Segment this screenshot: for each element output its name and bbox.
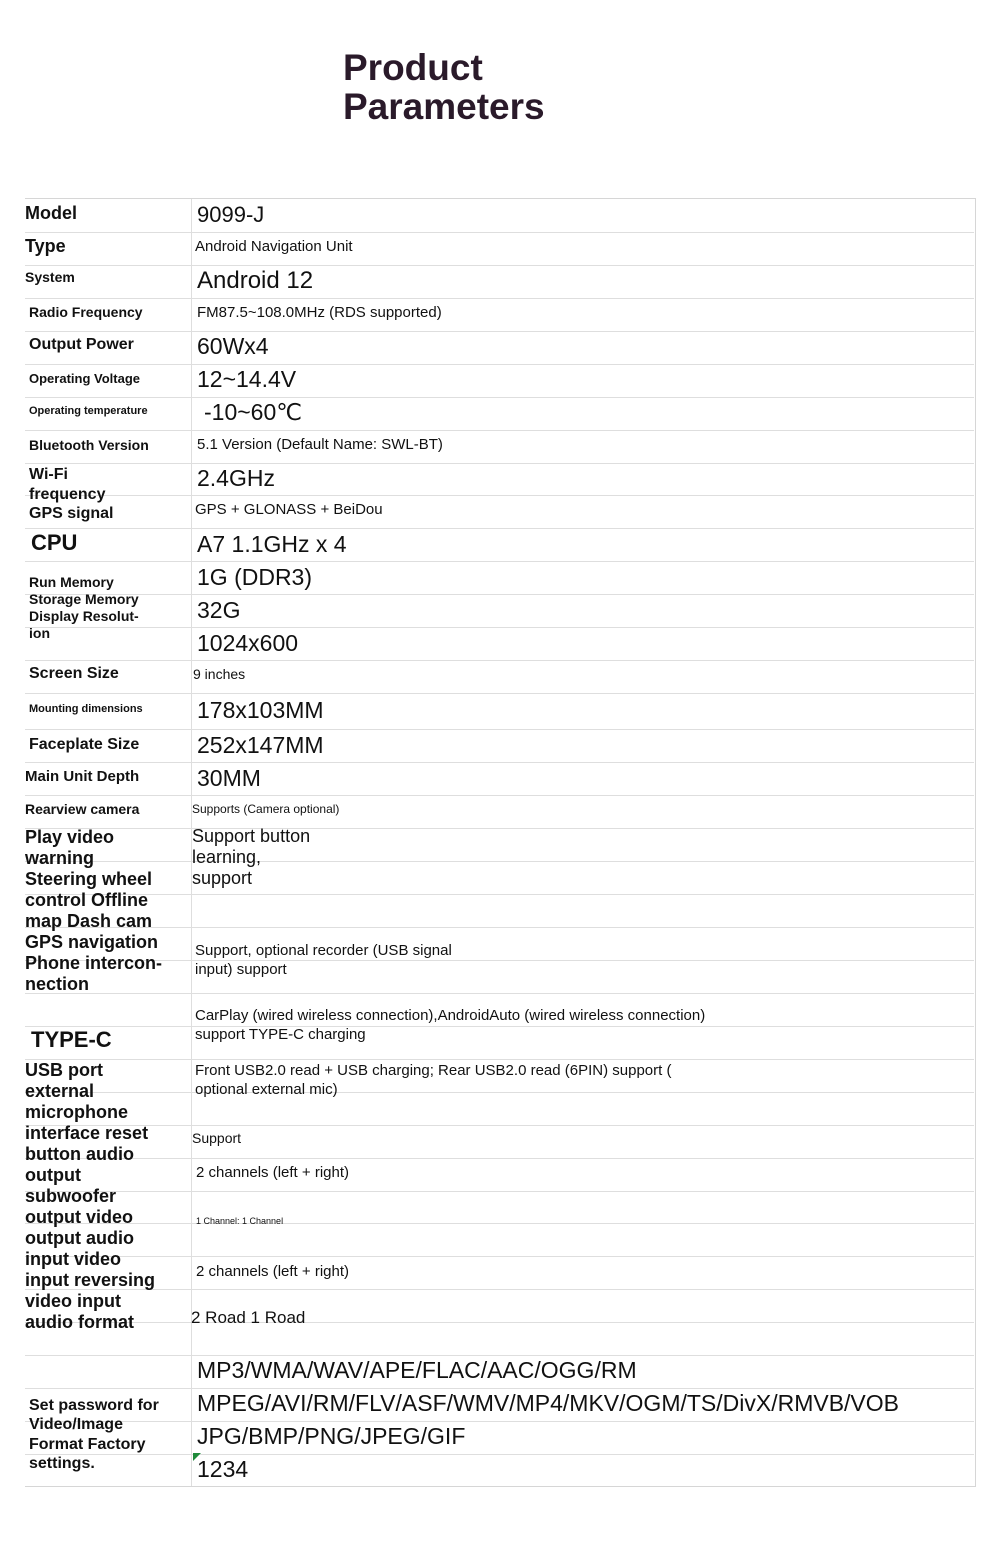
value-audio-format: MP3/WMA/WAV/APE/FLAC/AAC/OGG/RM — [197, 1357, 637, 1383]
row-divider — [25, 495, 974, 496]
label-cpu: CPU — [31, 530, 78, 555]
label-rearview-camera: Rearview camera — [25, 801, 140, 817]
value-rearview-camera: Supports (Camera optional) — [192, 802, 340, 816]
value-video-format: MPEG/AVI/RM/FLV/ASF/WMV/MP4/MKV/OGM/TS/DivX/RMVB/VOB — [197, 1390, 900, 1416]
value-display-resolution: 1024x600 — [197, 630, 299, 656]
row-divider — [25, 265, 974, 266]
label-mounting-dimensions: Mounting dimensions — [29, 703, 143, 715]
row-divider — [25, 795, 974, 796]
title-line-1: Product — [343, 47, 483, 88]
value-dash-cam: Support, optional recorder (USB signal input) support — [195, 942, 452, 978]
value-radio-frequency: FM87.5~108.0MHz (RDS supported) — [197, 304, 442, 321]
value-mounting-dimensions: 178x103MM — [197, 697, 324, 723]
parameters-table — [25, 198, 976, 1487]
row-divider — [25, 232, 974, 233]
value-password: 1234 — [197, 1456, 249, 1482]
value-faceplate-size: 252x147MM — [197, 732, 324, 758]
row-divider — [25, 1388, 974, 1389]
value-audio-input: 2 channels (left + right) — [196, 1263, 349, 1280]
value-video-input: 2 Road 1 Road — [191, 1308, 306, 1327]
value-subwoofer-output: 1 Channel: 1 Channel — [196, 1216, 284, 1226]
label-type: Type — [25, 236, 66, 256]
row-divider — [25, 762, 974, 763]
row-divider — [25, 1289, 974, 1290]
row-divider — [25, 1454, 974, 1455]
label-wifi-gps: Wi-Fi frequency GPS signal — [29, 466, 114, 522]
value-run-memory: 1G (DDR3) — [197, 564, 313, 590]
row-divider — [25, 1059, 974, 1060]
row-divider — [25, 861, 974, 862]
title-line-2: Parameters — [343, 86, 545, 127]
row-divider — [25, 894, 974, 895]
row-divider — [25, 1322, 974, 1323]
row-divider — [25, 364, 974, 365]
value-output-power: 60Wx4 — [197, 333, 269, 359]
page-title — [343, 48, 545, 126]
label-memory-display: Run Memory Storage Memory Display Resolut- ion — [29, 574, 139, 641]
row-divider — [25, 397, 974, 398]
value-storage-memory: 32G — [197, 597, 241, 623]
label-system: System — [25, 269, 75, 285]
value-usb-port: Front USB2.0 read + USB charging; Rear USB2.0 read (6PIN) support ( optional external mic) — [195, 1062, 672, 1098]
value-carplay: CarPlay (wired wireless connection),AndroidAuto (wired wireless connection) support TYPE-C charging — [195, 1007, 706, 1043]
label-main-unit-depth: Main Unit Depth — [25, 768, 140, 785]
label-typec: TYPE-C — [31, 1027, 112, 1052]
value-audio-output: 2 channels (left + right) — [196, 1164, 349, 1181]
row-divider — [25, 660, 974, 661]
label-operating-temperature: Operating temperature — [29, 405, 148, 417]
row-divider — [25, 693, 974, 694]
row-divider — [25, 1421, 974, 1422]
value-system: Android 12 — [197, 267, 314, 294]
row-divider — [25, 828, 974, 829]
row-divider — [25, 1191, 974, 1192]
row-divider — [25, 1355, 974, 1356]
row-divider — [25, 993, 974, 994]
value-screen-size: 9 inches — [193, 666, 246, 682]
row-divider — [25, 463, 974, 464]
value-main-unit-depth: 30MM — [197, 765, 261, 791]
value-wifi-frequency: 2.4GHz — [197, 465, 275, 491]
label-io-group: USB port external microphone interface reset button audio output subwoofer output video output audio input video input reversing video input audio format — [25, 1060, 156, 1332]
label-operating-voltage: Operating Voltage — [29, 371, 140, 386]
value-operating-temperature: -10~60℃ — [204, 399, 303, 425]
row-divider — [25, 1223, 974, 1224]
value-cpu: A7 1.1GHz x 4 — [197, 531, 347, 557]
value-operating-voltage: 12~14.4V — [197, 366, 297, 392]
row-divider — [25, 1256, 974, 1257]
row-divider — [25, 1125, 974, 1126]
row-divider — [25, 627, 974, 628]
value-gps-signal: GPS + GLONASS + BeiDou — [195, 501, 383, 518]
row-divider — [25, 331, 974, 332]
row-divider — [25, 960, 974, 961]
row-divider — [25, 298, 974, 299]
label-password-format: Set password for Video/Image Format Factory settings. — [29, 1397, 159, 1472]
row-divider — [25, 561, 974, 562]
label-radio-frequency: Radio Frequency — [29, 304, 143, 320]
row-divider — [25, 1158, 974, 1159]
value-play-video-steering: Support button learning, support — [192, 826, 311, 888]
value-model: 9099-J — [197, 202, 265, 227]
row-divider — [25, 594, 974, 595]
label-features-group: Play video warning Steering wheel control Offline map Dash cam GPS navigation Phone intercon- nection — [25, 827, 163, 994]
label-bluetooth-version: Bluetooth Version — [29, 437, 149, 453]
label-output-power: Output Power — [29, 336, 134, 353]
value-reset-button: Support — [192, 1130, 242, 1146]
row-divider — [25, 430, 974, 431]
row-divider — [25, 927, 974, 928]
row-divider — [25, 528, 974, 529]
value-bluetooth-version: 5.1 Version (Default Name: SWL-BT) — [197, 436, 443, 453]
label-screen-size: Screen Size — [29, 665, 119, 682]
label-model: Model — [25, 203, 77, 223]
row-divider — [25, 729, 974, 730]
value-type: Android Navigation Unit — [195, 238, 353, 255]
label-faceplate-size: Faceplate Size — [29, 736, 140, 753]
value-image-format: JPG/BMP/PNG/JPEG/GIF — [197, 1423, 466, 1449]
